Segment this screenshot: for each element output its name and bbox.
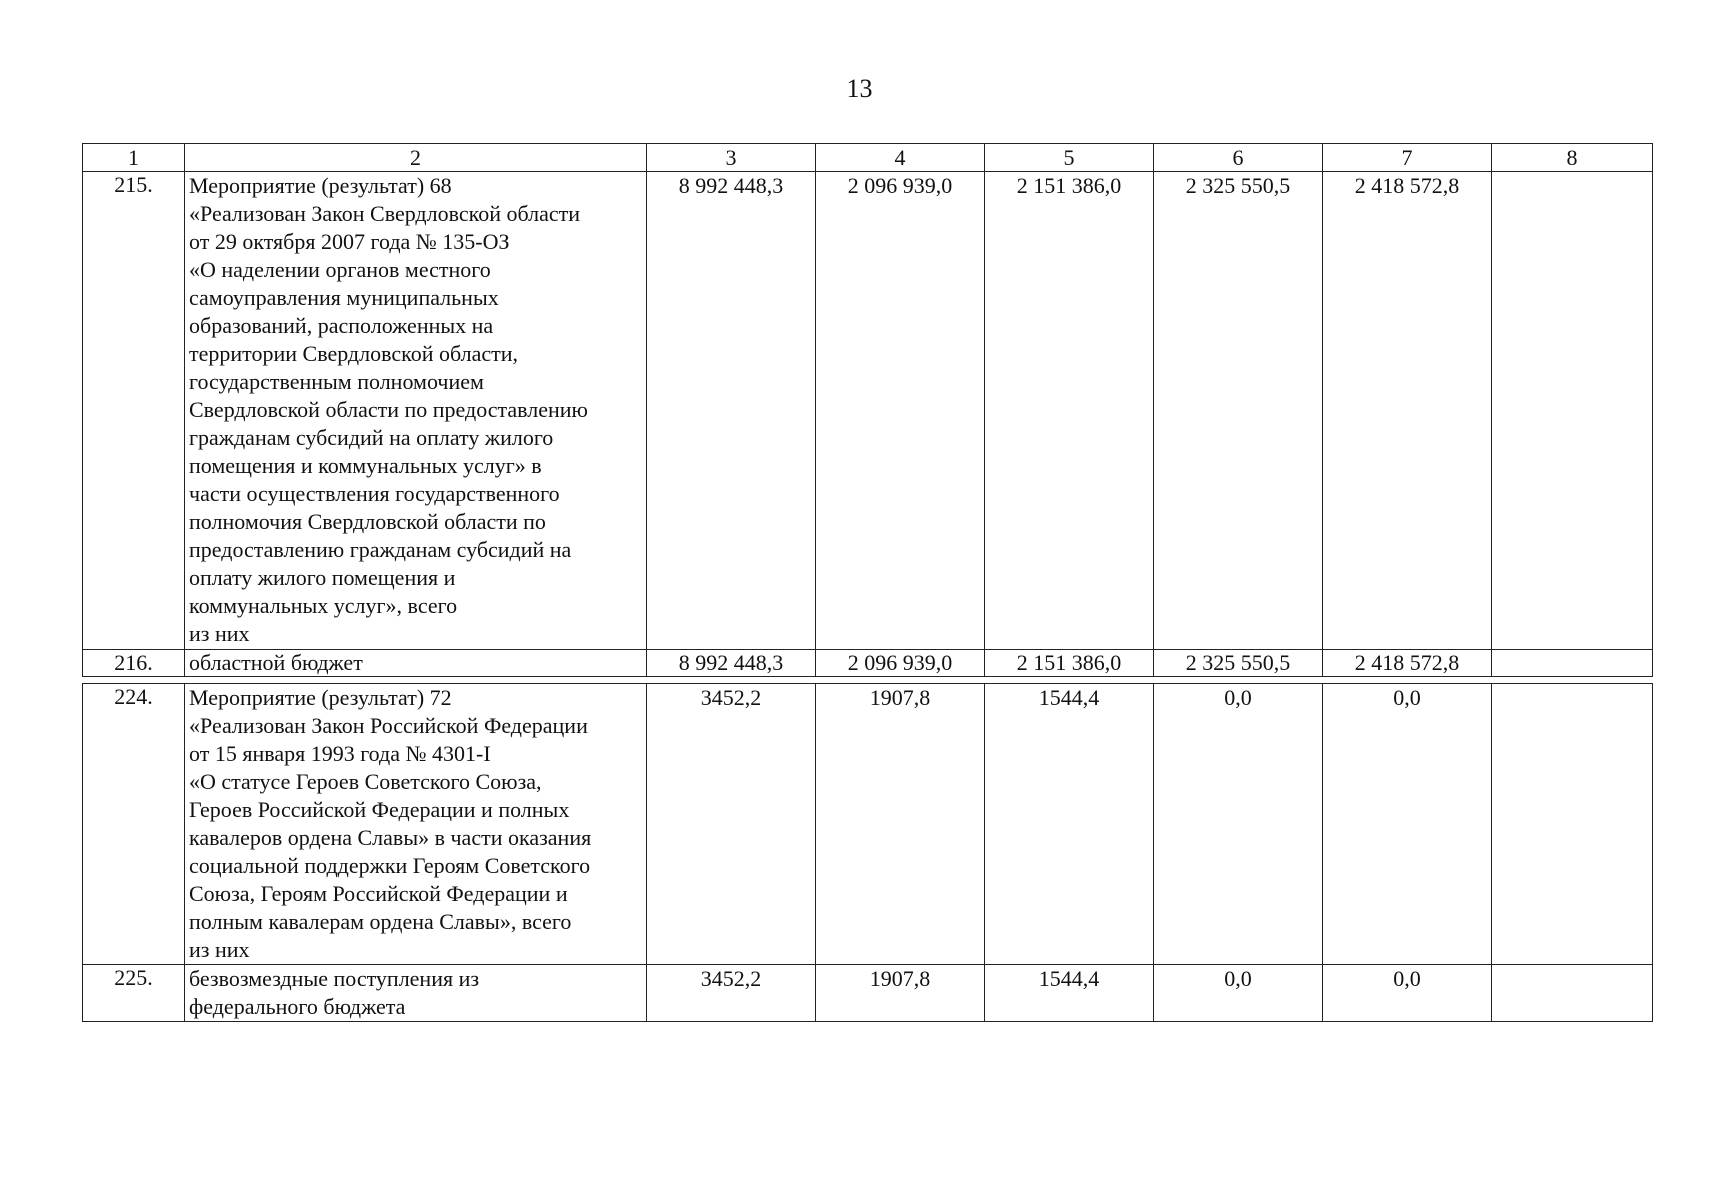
value-col-5: 1544,4 — [985, 684, 1154, 965]
value-col-8 — [1492, 172, 1653, 650]
column-header-6: 6 — [1154, 144, 1323, 172]
value-col-4: 2 096 939,0 — [816, 650, 985, 677]
value-col-6: 0,0 — [1154, 684, 1323, 965]
page-number: 13 — [846, 74, 873, 103]
column-header-1: 1 — [83, 144, 185, 172]
table-row — [83, 650, 1653, 677]
row-number: 224. — [83, 684, 185, 965]
value-col-3: 8 992 448,3 — [647, 172, 816, 650]
value-col-3: 3452,2 — [647, 965, 816, 1022]
value-col-8 — [1492, 965, 1653, 1022]
column-header-3: 3 — [647, 144, 816, 172]
value-col-6: 0,0 — [1154, 965, 1323, 1022]
value-col-3: 3452,2 — [647, 684, 816, 965]
row-description: областной бюджет — [185, 650, 647, 677]
value-col-7: 2 418 572,8 — [1323, 172, 1492, 650]
value-col-8 — [1492, 650, 1653, 677]
value-col-4: 1907,8 — [816, 965, 985, 1022]
value-col-5: 2 151 386,0 — [985, 650, 1154, 677]
row-number: 215. — [83, 172, 185, 650]
value-col-4: 2 096 939,0 — [816, 172, 985, 650]
row-description: безвозмездные поступления из федерального бюджета — [185, 965, 647, 1022]
column-header-7: 7 — [1323, 144, 1492, 172]
value-col-7: 2 418 572,8 — [1323, 650, 1492, 677]
budget-table-upper — [82, 143, 1653, 677]
table-row — [83, 172, 1653, 650]
column-header-4: 4 — [816, 144, 985, 172]
column-header-8: 8 — [1492, 144, 1653, 172]
column-header-2: 2 — [185, 144, 647, 172]
table-row — [83, 684, 1653, 965]
value-col-7: 0,0 — [1323, 684, 1492, 965]
row-description: Мероприятие (результат) 72 «Реализован Закон Российской Федерации от 15 января 1993 года № 4301-I «О статусе Героев Советского Союза, Героев Российской Федерации и полных кавалеров ордена Славы» в части оказания социальной поддержки Героям Советского Союза, Героям Российской Федерации и полным кавалерам ордена Славы», всего из них — [185, 684, 647, 965]
value-col-7: 0,0 — [1323, 965, 1492, 1022]
table-row — [83, 965, 1653, 1022]
value-col-6: 2 325 550,5 — [1154, 172, 1323, 650]
value-col-4: 1907,8 — [816, 684, 985, 965]
value-col-5: 2 151 386,0 — [985, 172, 1154, 650]
row-description: Мероприятие (результат) 68 «Реализован Закон Свердловской области от 29 октября 2007 года № 135-ОЗ «О наделении органов местного самоуправления муниципальных образований, расположенных на территории Свердловской области, государственным полномочием Свердловской области по предоставлению гражданам субсидий на оплату жилого помещения и коммунальных услуг» в части осуществления государственного полномочия Свердловской области по предоставлению гражданам субсидий на оплату жилого помещения и коммунальных услуг», всего из них — [185, 172, 647, 650]
budget-table-lower — [82, 683, 1653, 1022]
column-header-row — [83, 144, 1653, 172]
value-col-5: 1544,4 — [985, 965, 1154, 1022]
column-header-5: 5 — [985, 144, 1154, 172]
row-number: 216. — [83, 650, 185, 677]
row-number: 225. — [83, 965, 185, 1022]
value-col-6: 2 325 550,5 — [1154, 650, 1323, 677]
value-col-8 — [1492, 684, 1653, 965]
value-col-3: 8 992 448,3 — [647, 650, 816, 677]
